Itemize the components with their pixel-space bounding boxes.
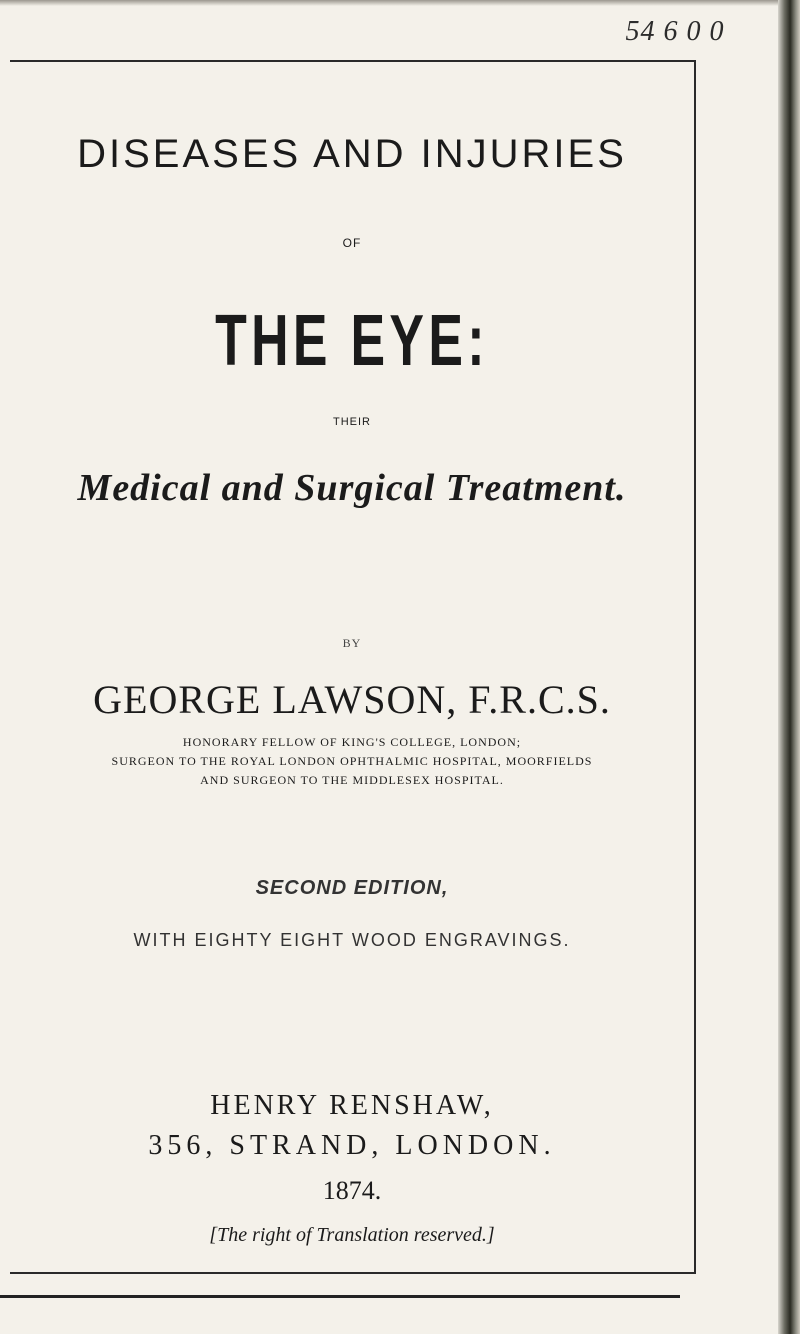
publisher-name: HENRY RENSHAW, — [210, 1090, 494, 1121]
eye-title: THE EYE: — [215, 301, 489, 381]
by-label: BY — [342, 636, 362, 650]
edition-label: SECOND EDITION, — [255, 877, 449, 899]
engravings-note: WITH EIGHTY EIGHT WOOD ENGRAVINGS. — [133, 930, 571, 950]
publication-year: 1874. — [322, 1176, 382, 1205]
author-name: GEORGE LAWSON, F.R.C.S. — [93, 677, 611, 722]
credential-line: SURGEON TO THE ROYAL LONDON OPHTHALMIC HOSPITAL, MOORFIELDS — [111, 754, 593, 768]
of-label: OF — [342, 236, 362, 250]
handwritten-shelfmark: 54 6 0 0 — [625, 16, 725, 47]
publisher-address: 356, STRAND, LONDON. — [148, 1130, 556, 1161]
their-label: THEIR — [333, 416, 371, 428]
credential-line: AND SURGEON TO THE MIDDLESEX HOSPITAL. — [200, 773, 504, 787]
credential-line: HONORARY FELLOW OF KING'S COLLEGE, LONDON; — [182, 735, 522, 749]
rights-notice: [The right of Translation reserved.] — [209, 1224, 495, 1246]
page-top-shadow — [0, 0, 780, 6]
bottom-rule — [0, 1295, 680, 1298]
main-title: DISEASES AND INJURIES — [77, 132, 627, 176]
author-credentials — [10, 733, 694, 790]
treatment-subtitle: Medical and Surgical Treatment. — [77, 467, 627, 509]
book-spine-edge — [778, 0, 800, 1334]
